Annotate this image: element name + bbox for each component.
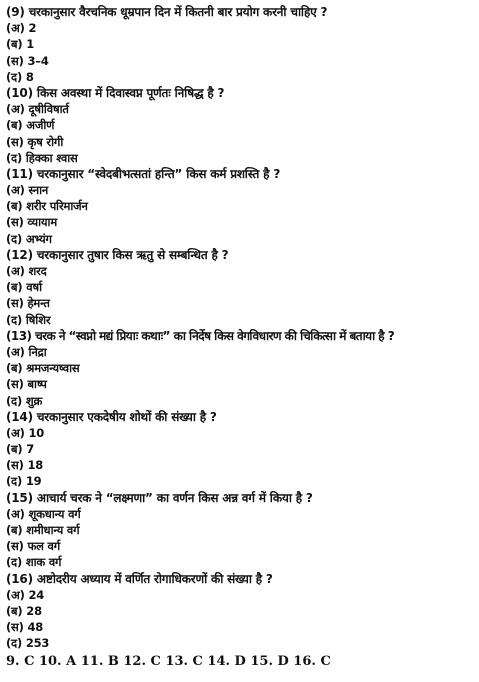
question-11: (11) चरकानुसार “स्वेदबीभत्सतां हन्ति” किस कर्म प्रशस्ति है ? (6, 166, 281, 181)
question-block-11 (6, 166, 475, 247)
option-d: (द) शुक्र (6, 393, 43, 408)
option-a: (अ) 24 (6, 587, 45, 602)
option-b: (ब) 7 (6, 442, 35, 457)
option-c: (स) 18 (6, 458, 44, 473)
option-d: (द) 253 (6, 636, 50, 651)
option-b: (ब) 1 (6, 37, 35, 52)
option-a: (अ) शरद (6, 264, 47, 278)
option-c: (स) बाष्प (6, 377, 47, 392)
question-block-10 (6, 85, 475, 166)
option-d: (द) हिक्का श्वास (6, 150, 78, 165)
option-b: (ब) वर्षा (6, 280, 42, 295)
option-d: (द) 8 (6, 69, 34, 84)
option-b: (ब) शरीर परिमार्जन (6, 199, 88, 214)
question-block-16 (6, 571, 475, 652)
question-10: (10) किस अवस्था में दिवास्वप्न पूर्णतः निषिद्ध है ? (6, 85, 225, 100)
option-c: (स) कृष रोगी (6, 134, 64, 149)
option-b: (ब) 28 (6, 603, 42, 618)
option-b: (ब) श्रमजन्यष्वास (6, 361, 80, 376)
question-block-14 (6, 409, 475, 490)
option-b: (ब) शमीधान्य वर्ग (6, 523, 80, 537)
option-c: (स) हेमन्त (6, 296, 50, 311)
question-14: (14) चरकानुसार एकदेषीय शोथों की संख्या है ? (6, 409, 217, 424)
question-12: (12) चरकानुसार तुषार किस ऋतु से सम्बन्धित है ? (6, 247, 229, 262)
option-a: (अ) शूकधान्य वर्ग (6, 506, 81, 521)
question-15: (15) आचार्य चरक ने “लक्ष्मणा” का वर्णन किस अन्न वर्ग में किया है ? (6, 490, 313, 505)
question-block-12 (6, 247, 475, 328)
option-a: (अ) 10 (6, 425, 45, 440)
question-block-9 (6, 4, 475, 85)
question-13: (13) चरक ने “स्वप्नो मद्यं प्रियाः कथाः” का निर्देष किस वेगविधारण की चिकित्सा में बताया है ? (6, 328, 395, 343)
option-b: (ब) अजीर्ण (6, 118, 55, 133)
answer-key: 9. C 10. A 11. B 12. C 13. C 14. D 15. D 16. C (6, 653, 331, 669)
option-c: (स) फल वर्ग (6, 539, 61, 554)
question-16: (16) अष्टोदरीय अध्याय में वर्णित रोगाधिकरणों की संख्या है ? (6, 571, 273, 586)
option-c: (स) 3–4 (6, 53, 49, 68)
option-c: (स) व्यायाम (6, 215, 57, 230)
option-a: (अ) स्नान (6, 183, 49, 198)
question-block-15 (6, 490, 475, 571)
question-block-13 (6, 328, 475, 409)
option-c: (स) 48 (6, 620, 44, 635)
option-d: (द) 19 (6, 474, 42, 489)
option-a: (अ) दूषीविषार्त (6, 102, 69, 117)
option-d: (द) शाक वर्ग (6, 555, 62, 570)
question-9: (9) चरकानुसार वैरचनिक धूम्रपान दिन में कितनी बार प्रयोग करनी चाहिए ? (6, 5, 328, 19)
option-a: (अ) निद्रा (6, 344, 47, 359)
option-d: (द) षिशिर (6, 312, 51, 327)
option-d: (द) अभ्यंग (6, 231, 52, 246)
option-a: (अ) 2 (6, 21, 37, 36)
